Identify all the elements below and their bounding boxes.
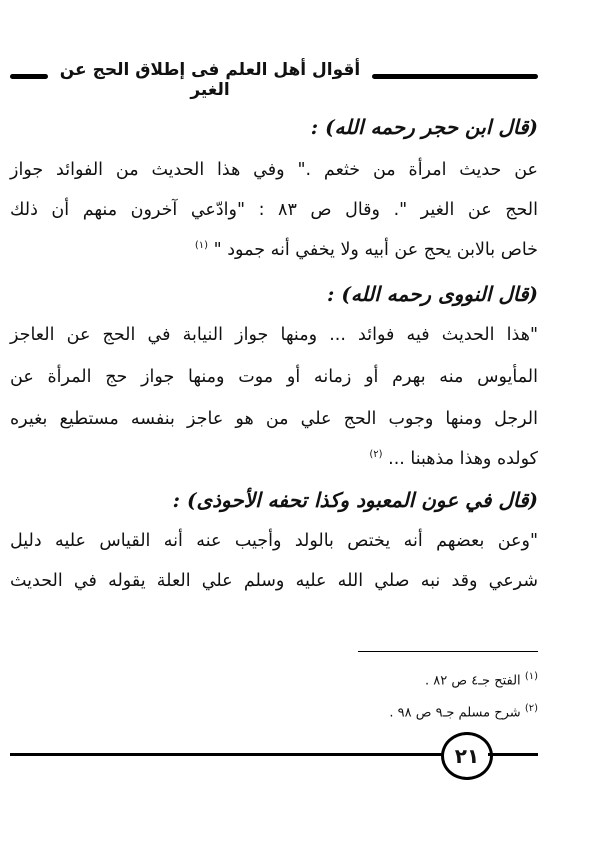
footnote-ref: (٢) (369, 449, 383, 461)
text-line-body: خاص بالابن يحج عن أبيه ولا يخفي أنه جمود " (213, 240, 538, 260)
text-line: "وعن بعضهم أنه يختص بالولد وأجيب عنه أنه القياس عليه دليل (10, 531, 538, 551)
text-line: المأيوس منه بهرم أو زمانه أو موت ومنها جواز حج المرأة عن (10, 367, 538, 387)
footnote-divider (358, 651, 538, 652)
section-heading: (قال النووى رحمه الله) : (327, 282, 538, 306)
footnote-marker: (١) (524, 671, 538, 682)
page-footer (0, 732, 590, 792)
header-title: أقوال أهل العلم فى إطلاق الحج عن الغير (59, 60, 361, 100)
text-line (10, 240, 538, 260)
text-line: "هذا الحديث فيه فوائد ... ومنها جواز النيابة في الحج عن العاجز (10, 325, 538, 345)
footer-rule-left (10, 753, 444, 756)
section-heading: (قال في عون المعبود وكذا تحفه الأحوذى) : (172, 488, 538, 512)
footnote-text: شرح مسلم جـ٩ ص ٩٨ . (389, 705, 521, 721)
footer-rule-right (488, 753, 538, 756)
footnote-item (389, 703, 538, 720)
footnote-ref: (١) (194, 240, 209, 252)
text-line: عن حديث امرأة من خثعم ." وفي هذا الحديث من الفوائد جواز (10, 160, 538, 180)
text-line (10, 449, 538, 469)
text-line: الحج عن الغير ". وقال ص ٨٣ : "وادّعي آخرون منهم أن ذلك (10, 200, 538, 220)
section-heading: (قال ابن حجر رحمه الله) : (310, 115, 538, 139)
footnote-item (425, 671, 538, 688)
page-number: ٢١ (441, 732, 493, 780)
footnote-marker: (٢) (524, 703, 538, 714)
text-line: الرجل ومنها وجوب الحج علي من هو عاجز بنفسه مستطيع بغيره (10, 409, 538, 429)
text-line-body: كولده وهذا مذهبنا ... (388, 449, 538, 469)
text-line: شرعي وقد نبه صلي الله عليه وسلم علي العلة يقوله في الحديث (10, 571, 538, 591)
footnote-text: الفتح جـ٤ ص ٨٢ . (425, 673, 521, 689)
